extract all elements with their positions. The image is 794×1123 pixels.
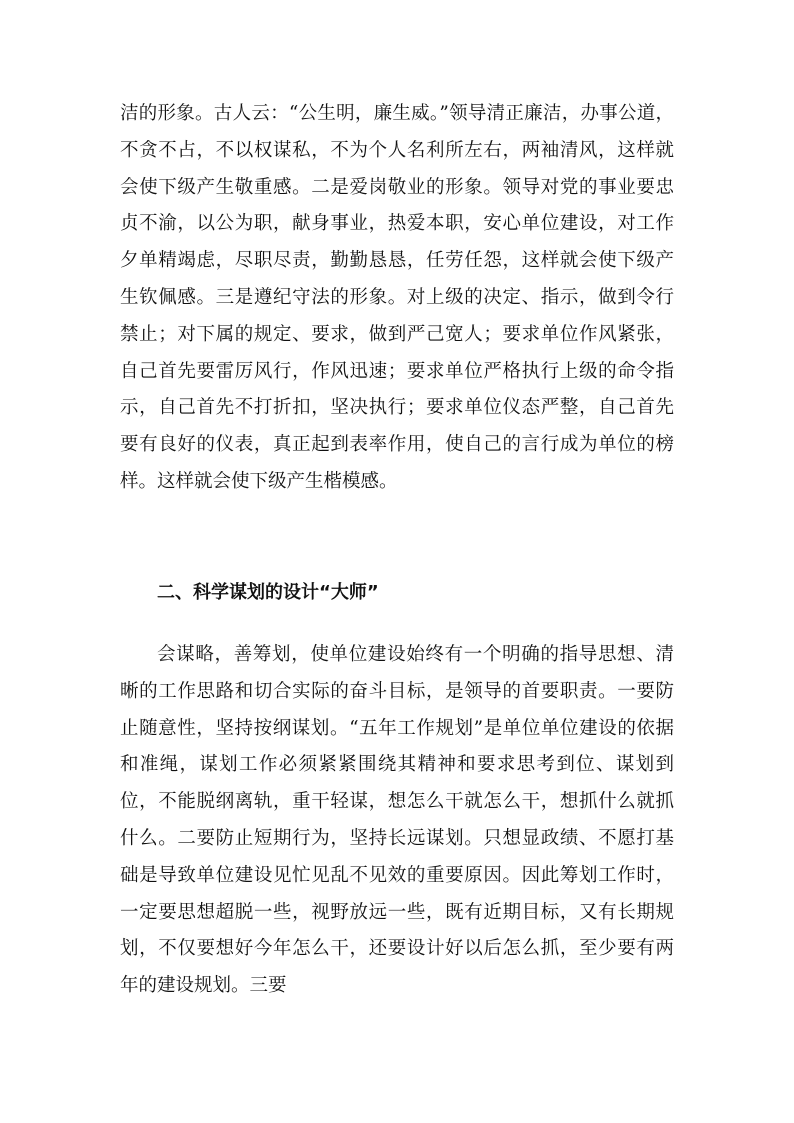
body-paragraph-1: 洁的形象。古人云：“公生明，廉生威。”领导清正廉洁，办事公道，不贪不占，不以权谋私，不为个人名利所左右，两袖清风，这样就会使下级产生敬重感。二是爱岗敬业的形象。领导对党的事业要忠贞不渝，以公为职，献身事业，热爱本职，安心单位建设，对工作夕单精竭虑，尽职尽责，勤勤恳恳，任劳任怨，这样就会使下级产生钦佩感。三是遵纪守法的形象。对上级的决定、指示，做到令行禁止；对下属的规定、要求，做到严己宽人；要求单位作风紧张，自己首先要雷厉风行，作风迅速；要求单位严格执行上级的命令指示，自己首先不打折扣，坚决执行；要求单位仪态严整，自己首先要有良好的仪表，真正起到表率作用，使自己的言行成为单位的榜样。这样就会使下级产生楷模感。 xyxy=(120,103,674,492)
section-heading: 二、科学谋划的设计“大师” xyxy=(157,582,379,603)
body-paragraph-2: 会谋略，善筹划，使单位建设始终有一个明确的指导思想、清晰的工作思路和切合实际的奋斗目标，是领导的首要职责。一要防止随意性，坚持按纲谋划。“五年工作规划”是单位单位建设的依据和准绳，谋划工作必须紧紧围绕其精神和要求思考到位、谋划到位，不能脱纲离轨，重干轻谋，想怎么干就怎么干，想抓什么就抓什么。二要防止短期行为，坚持长远谋划。只想显政绩、不愿打基础是导致单位建设见忙见乱不见效的重要原因。因此筹划工作时，一定要思想超脱一些，视野放远一些，既有近期目标，又有长期规划，不仅要想好今年怎么干，还要设计好以后怎么抓，至少要有两年的建设规划。三要 xyxy=(120,644,674,997)
